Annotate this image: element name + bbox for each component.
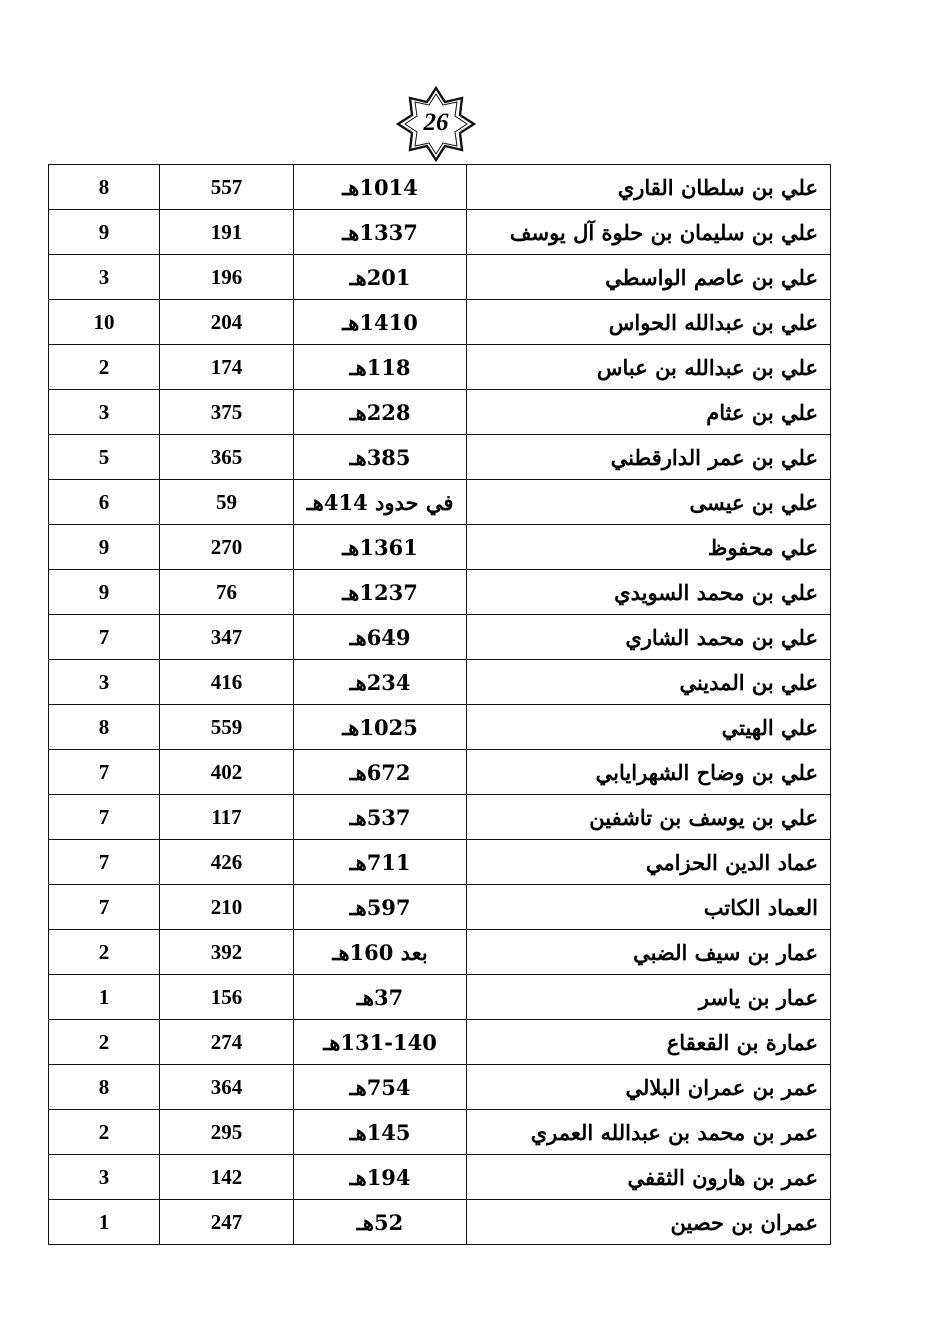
count-cell: 9 (49, 525, 160, 570)
death-date-cell: 1014هـ (294, 165, 467, 210)
name-cell: عمر بن هارون الثقفي (467, 1155, 831, 1200)
page-cell: 295 (160, 1110, 294, 1155)
table-row (49, 615, 831, 660)
table-row (49, 390, 831, 435)
death-date-cell: 1361هـ (294, 525, 467, 570)
name-cell: علي بن سلطان القاري (467, 165, 831, 210)
name-cell: علي بن عاصم الواسطي (467, 255, 831, 300)
page-cell: 142 (160, 1155, 294, 1200)
page-number-badge (396, 86, 476, 162)
index-table (48, 164, 831, 1245)
table-row (49, 840, 831, 885)
table-row (49, 435, 831, 480)
count-cell: 8 (49, 1065, 160, 1110)
table-row (49, 1065, 831, 1110)
count-cell: 2 (49, 345, 160, 390)
page-cell: 210 (160, 885, 294, 930)
table-row (49, 255, 831, 300)
count-cell: 3 (49, 390, 160, 435)
death-date-cell: 385هـ (294, 435, 467, 480)
count-cell: 3 (49, 1155, 160, 1200)
table-row (49, 795, 831, 840)
page-cell: 191 (160, 210, 294, 255)
table-row (49, 975, 831, 1020)
page-cell: 392 (160, 930, 294, 975)
death-date-cell: بعد 160هـ (294, 930, 467, 975)
name-cell: علي بن وضاح الشهرايابي (467, 750, 831, 795)
table-row (49, 1020, 831, 1065)
death-date-cell: 52هـ (294, 1200, 467, 1245)
name-cell: علي بن يوسف بن تاشفين (467, 795, 831, 840)
death-date-cell: 1025هـ (294, 705, 467, 750)
name-cell: عمر بن محمد بن عبدالله العمري (467, 1110, 831, 1155)
name-cell: علي بن محمد السويدي (467, 570, 831, 615)
table-row (49, 345, 831, 390)
page-cell: 76 (160, 570, 294, 615)
page-cell: 117 (160, 795, 294, 840)
index-table-body (49, 165, 831, 1245)
name-cell: عمار بن سيف الضبي (467, 930, 831, 975)
death-date-cell: في حدود 414هـ (294, 480, 467, 525)
count-cell: 1 (49, 1200, 160, 1245)
count-cell: 3 (49, 255, 160, 300)
page-number: 26 (423, 109, 449, 136)
table-row (49, 165, 831, 210)
page-cell: 375 (160, 390, 294, 435)
table-row (49, 1200, 831, 1245)
death-date-cell: 201هـ (294, 255, 467, 300)
name-cell: علي بن عمر الدارقطني (467, 435, 831, 480)
death-date-cell: 1337هـ (294, 210, 467, 255)
death-date-cell: 118هـ (294, 345, 467, 390)
count-cell: 7 (49, 840, 160, 885)
count-cell: 8 (49, 165, 160, 210)
name-cell: علي بن محمد الشاري (467, 615, 831, 660)
name-cell: علي بن عبدالله بن عباس (467, 345, 831, 390)
name-cell: علي الهيتي (467, 705, 831, 750)
count-cell: 6 (49, 480, 160, 525)
page-cell: 59 (160, 480, 294, 525)
page-cell: 402 (160, 750, 294, 795)
death-date-cell: 194هـ (294, 1155, 467, 1200)
table-row (49, 300, 831, 345)
count-cell: 2 (49, 1110, 160, 1155)
name-cell: علي بن المديني (467, 660, 831, 705)
page-cell: 270 (160, 525, 294, 570)
page-cell: 364 (160, 1065, 294, 1110)
table-row (49, 525, 831, 570)
name-cell: عمار بن ياسر (467, 975, 831, 1020)
table-row (49, 1110, 831, 1155)
name-cell: العماد الكاتب (467, 885, 831, 930)
count-cell: 5 (49, 435, 160, 480)
death-date-cell: 1237هـ (294, 570, 467, 615)
name-cell: علي بن سليمان بن حلوة آل يوسف (467, 210, 831, 255)
page-cell: 156 (160, 975, 294, 1020)
page-cell: 416 (160, 660, 294, 705)
count-cell: 7 (49, 795, 160, 840)
name-cell: عمارة بن القعقاع (467, 1020, 831, 1065)
death-date-cell: 1410هـ (294, 300, 467, 345)
death-date-cell: 649هـ (294, 615, 467, 660)
page-cell: 274 (160, 1020, 294, 1065)
table-row (49, 885, 831, 930)
table-row (49, 1155, 831, 1200)
death-date-cell: 597هـ (294, 885, 467, 930)
death-date-cell: 228هـ (294, 390, 467, 435)
count-cell: 7 (49, 615, 160, 660)
page-cell: 204 (160, 300, 294, 345)
count-cell: 1 (49, 975, 160, 1020)
name-cell: علي بن عثام (467, 390, 831, 435)
death-date-cell: 711هـ (294, 840, 467, 885)
page-cell: 247 (160, 1200, 294, 1245)
table-row (49, 660, 831, 705)
name-cell: عمران بن حصين (467, 1200, 831, 1245)
count-cell: 9 (49, 210, 160, 255)
count-cell: 8 (49, 705, 160, 750)
death-date-cell: 131-140هـ (294, 1020, 467, 1065)
name-cell: عماد الدين الحزامي (467, 840, 831, 885)
name-cell: علي بن عيسى (467, 480, 831, 525)
name-cell: عمر بن عمران البلالي (467, 1065, 831, 1110)
page-cell: 559 (160, 705, 294, 750)
death-date-cell: 754هـ (294, 1065, 467, 1110)
table-row (49, 210, 831, 255)
table-row (49, 705, 831, 750)
page-cell: 347 (160, 615, 294, 660)
page-cell: 365 (160, 435, 294, 480)
count-cell: 7 (49, 750, 160, 795)
name-cell: علي محفوظ (467, 525, 831, 570)
count-cell: 10 (49, 300, 160, 345)
count-cell: 3 (49, 660, 160, 705)
table-row (49, 930, 831, 975)
name-cell: علي بن عبدالله الحواس (467, 300, 831, 345)
death-date-cell: 672هـ (294, 750, 467, 795)
count-cell: 9 (49, 570, 160, 615)
table-row (49, 480, 831, 525)
count-cell: 2 (49, 930, 160, 975)
page-cell: 426 (160, 840, 294, 885)
death-date-cell: 234هـ (294, 660, 467, 705)
death-date-cell: 537هـ (294, 795, 467, 840)
count-cell: 7 (49, 885, 160, 930)
page-cell: 557 (160, 165, 294, 210)
count-cell: 2 (49, 1020, 160, 1065)
table-row (49, 750, 831, 795)
page-cell: 196 (160, 255, 294, 300)
death-date-cell: 37هـ (294, 975, 467, 1020)
table-row (49, 570, 831, 615)
death-date-cell: 145هـ (294, 1110, 467, 1155)
page-cell: 174 (160, 345, 294, 390)
